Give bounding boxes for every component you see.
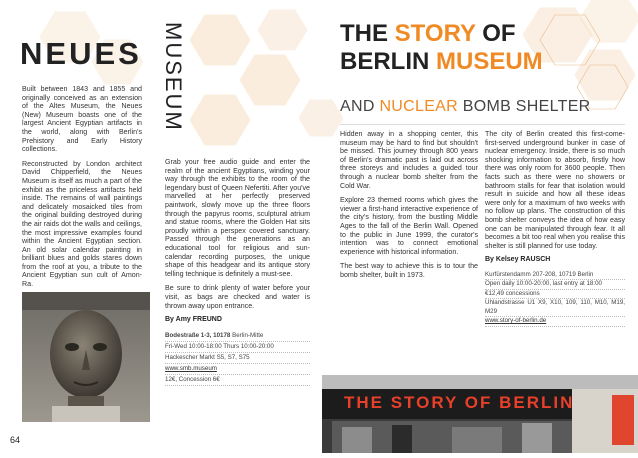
website-link[interactable]: www.smb.museum — [165, 364, 217, 372]
paragraph: Be sure to drink plenty of water before your visit, as bags are checked and water is thrown away upon entrance. — [165, 284, 310, 310]
title-divider — [340, 124, 625, 125]
middle-column — [165, 158, 310, 386]
paragraph: Grab your free audio guide and enter the realm of the ancient Egyptians, winding your way through the exhibits to the room of the legendary bust of Queen Nefertiti. After you've marvelled at her perfectly preserved paintwork, slowly move up the three floors through the papyrus rooms, sculptural atrium and statue rooms, where the Golden Hat sits proudly within a perspex covered sanctuary. Passed through the generations as an educational tool for religious and sun-calendar recording purposes, the unique shape of this headgear and its antique story telling technique is definitely a must-see. — [165, 158, 310, 278]
paragraph: Hidden away in a shopping center, this museum may be hard to find but shouldn't be missed. This journey through 800 years of Berlin's dramatic past is laid out across three storeys and includes a guided tour through a nuclear bomb shelter from the Cold War. — [340, 130, 478, 190]
right-column-1 — [340, 130, 478, 286]
info-price: 12€, Concession 6€ — [165, 375, 310, 386]
info-price: €12,49 concessions — [485, 290, 625, 300]
article-subtitle: AND NUCLEAR BOMB SHELTER — [340, 98, 591, 115]
paragraph: The best way to achieve this is to tour the bomb shelter, built in 1973. — [340, 262, 478, 279]
info-website[interactable] — [165, 364, 310, 375]
info-address: Kurfürstendamm 207-208, 10719 Berlin — [485, 271, 625, 281]
museum-info-block — [165, 331, 310, 386]
storefront-illustration — [322, 375, 638, 453]
right-column-2 — [485, 130, 625, 327]
website-link[interactable]: www.story-of-berlin.de — [485, 317, 547, 325]
left-column — [22, 85, 142, 295]
storefront-sign: THE STORY OF BERLIN — [344, 393, 575, 412]
paragraph: Reconstructed by London architect David Chipperfield, the Neues Museum is itself as much a part of the exhibit as the priceless artifacts held inside. The remains of wall paintings and delicately mosaicked tiles from the original building destroyed during the air raids dot the walls and ceilings, the most impressive examples found within the Ancient Egyptian section. An old solar calendar painting in brilliant blues and golds stares down from the roof at you, a tribute to the Ancient Egyptian sun cult of Amon-Ra. — [22, 159, 142, 289]
paragraph: The city of Berlin created this first-come-first-served underground bunker in case of nuclear emergency. Inside, there is so much shocking information to absorb, firstly how there was only room for 3600 people. Then facts such as there were no showers or bathroom stalls for fear that isolation would result in suicide and how all these ideas were only for a maximum of two weeks with no follow up plans. The construction of this bomb shelter conveys the idea of how easy one can be manipulated through fear. It all becomes a bit too real when you realise this shelter is still planned for use today. — [485, 130, 625, 250]
author-byline: By Kelsey RAUSCH — [485, 256, 551, 264]
hexagon-shape — [258, 10, 307, 50]
hexagon-shape — [240, 55, 300, 105]
author-byline: By Amy FREUND — [165, 316, 222, 324]
info-hours: Open daily 10:00-20:00, last entry at 18:00 — [485, 280, 625, 290]
paragraph: Built between 1843 and 1855 and originally conceived as an extension of the Altes Museum, the Neues (New) Museum boasts one of the largest Ancient Egyptian artifacts in the world, along with Berlin's Prehistory and Early History collections. — [22, 85, 142, 154]
hexagon-shape — [190, 15, 250, 65]
hexagon-shape — [190, 95, 250, 145]
hexagon-shape — [299, 100, 343, 136]
museum-storefront-photo — [322, 375, 638, 453]
info-transport: Uhlandstrasse U1 X9, X10, 109, 110, M10, M19, M29 — [485, 299, 625, 317]
info-website[interactable] — [485, 317, 625, 327]
paragraph: Explore 23 themed rooms which gives the viewer a first-hand interactive experience of the city's history, from the bustling Middle Ages to the fall of the Berlin Wall. Opened to the public in June 1999, the curator's intention was to connect emotional experience with historical information. — [340, 196, 478, 256]
museum-info-block — [485, 271, 625, 327]
page-title-museum-vertical: MUSEUM — [161, 22, 186, 132]
egyptian-head-photo — [22, 292, 150, 422]
page-title-neues: NEUES — [20, 36, 142, 71]
page-number: 64 — [10, 435, 21, 445]
info-hours: Fri-Wed 10:00-18:00 Thurs 10:00-20:00 — [165, 342, 310, 353]
info-transport: Hackescher Markt S5, S7, S75 — [165, 353, 310, 364]
info-address: Bodestraße 1-3, 10178 Berlin-Mitte — [165, 331, 310, 342]
article-title: THE STORY OF BERLIN MUSEUM — [340, 20, 543, 75]
